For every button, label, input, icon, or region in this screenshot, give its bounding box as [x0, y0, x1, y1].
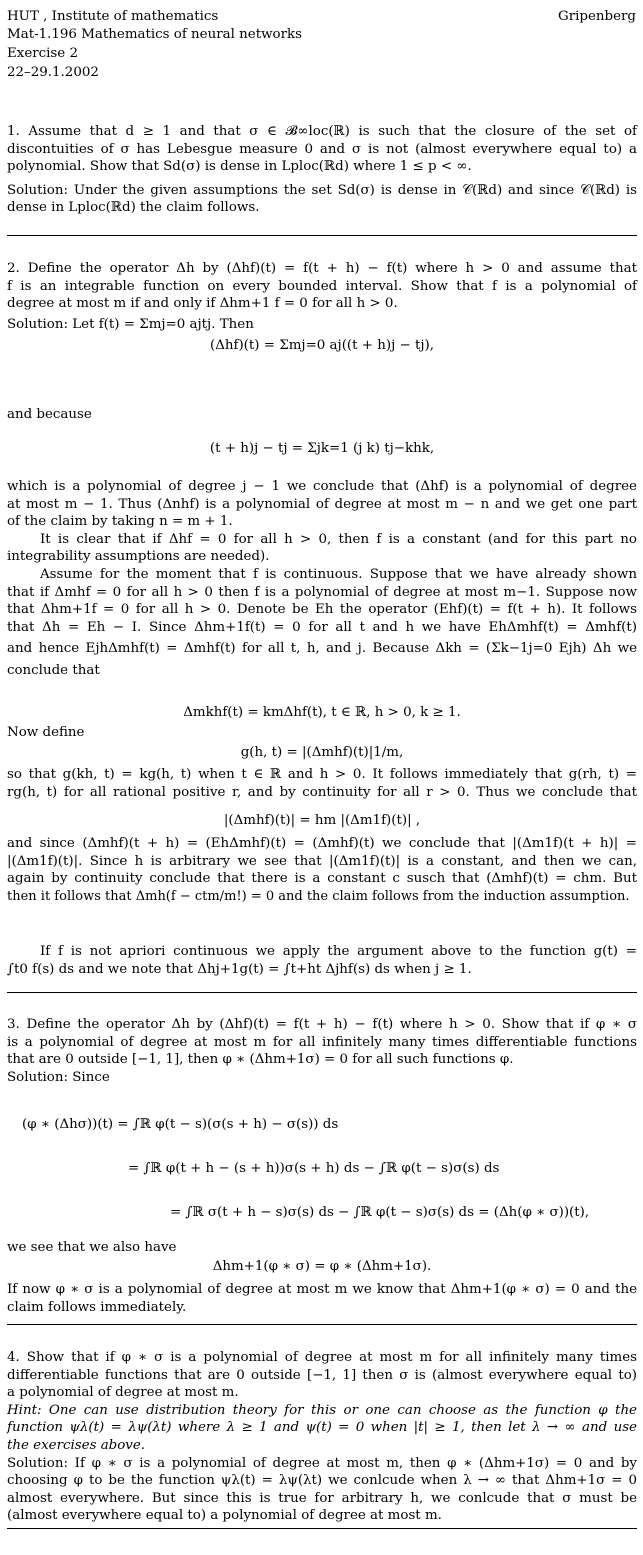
ex2-paragraph-b — [7, 478, 637, 680]
ex2-line: so that g(kh, t) = kg(h, t) when t ∈ ℝ and h > 0. It follows immediately that g(rh, t) = — [7, 767, 637, 782]
ex1-line: polynomial. Show that Sd(σ) is dense in Lploc(ℝd) where 1 ≤ p < ∞. — [7, 159, 472, 175]
ex3-paragraph-b — [7, 1281, 637, 1316]
ex4-line: 4. Show that if φ ∗ σ is a polynomial of degree at most m for all infinitely many times — [7, 1350, 637, 1365]
ex2-line: conclude that — [7, 662, 100, 678]
ex2-equation-4: g(h, t) = |(Δmhf)(t)|1/m, — [240, 745, 404, 760]
ex2-line: that Δhm+1f = 0 for all h > 0. Denote be Eh the operator (Ehf)(t) = f(t + h). It follows — [7, 602, 637, 618]
ex2-paragraph-e — [7, 943, 637, 978]
ex3-solution-line: Solution: Since — [7, 1069, 110, 1085]
divider — [7, 1324, 637, 1325]
ex2-line: integrability assumptions are needed). — [7, 549, 270, 565]
ex2-line: then it follows that Δmh(f − ctm/m!) = 0 and the claim follows from the induction assumption. — [7, 888, 630, 904]
header-course: Mat-1.196 Mathematics of neural networks — [7, 27, 302, 42]
ex2-line: and since (Δmhf)(t + h) = (EhΔmhf)(t) = (Δmhf)(t) we conclude that |(Δm1f)(t + h)| = — [7, 836, 637, 851]
ex3-equation-1: (φ ∗ (Δhσ))(t) = ∫ℝ φ(t − s)(σ(s + h) − σ(s)) ds — [22, 1117, 339, 1132]
divider — [7, 1528, 637, 1529]
ex2-line: 2. Define the operator Δh by (Δhf)(t) = f(t + h) − f(t) where h > 0 and assume that — [7, 261, 637, 276]
ex2-text: Now define — [7, 725, 85, 740]
ex4-line: a polynomial of degree at most m. — [7, 1385, 239, 1401]
ex2-line: and hence EjhΔmhf(t) = Δmhf(t) for all t, h, and j. Because Δkh = (Σk−1j=0 Ejh) Δh we — [7, 641, 637, 657]
ex2-equation-2: (t + h)j − tj = Σjk=1 (j k) tj−khk, — [209, 441, 435, 456]
ex4-hint-line: the exercises above. — [7, 1437, 146, 1453]
ex2-line: that Δh = Eh − I. Since Δhm+1f(t) = 0 for all t and h we have EhΔmhf(t) = Δmhf(t) — [7, 619, 637, 635]
ex4-solution-line: almost everywhere. But since this is true for arbitrary h, we conlcude that σ must be — [7, 1490, 637, 1506]
divider — [7, 235, 637, 236]
ex3-line: is a polynomial of degree at most m for all infinitely many times differentiable functions — [7, 1034, 637, 1050]
ex3-line: 3. Define the operator Δh by (Δhf)(t) = f(t + h) − f(t) where h > 0. Show that if φ ∗ σ — [7, 1017, 637, 1032]
ex1-solution-line: Solution: Under the given assumptions the set Sd(σ) is dense in 𝒞(ℝd) and since 𝒞(ℝd) is — [7, 182, 637, 198]
ex2-paragraph-d — [7, 835, 637, 905]
ex2-equation-1: (Δhf)(t) = Σmj=0 aj((t + h)j − tj), — [209, 338, 435, 353]
exercise-1 — [7, 123, 637, 217]
header-dates: 22–29.1.2002 — [7, 65, 99, 80]
ex1-line: discontuities of σ has Lebesgue measure 0 and σ is not (almost everywhere equal to) a — [7, 141, 637, 157]
ex2-line: rg(h, t) for all rational positive r, and by continuity for all r > 0. Thus we conclude that — [7, 784, 637, 800]
ex2-line: It is clear that if Δhf = 0 for all h > 0, then f is a constant (and for this part no — [40, 531, 637, 547]
ex2-line: again by continuity conclude that there is a constant c susch that (Δmhf)(t) = chm. But — [7, 871, 637, 887]
ex2-line: f is an integrable function on every bounded interval. Show that f is a polynomial of — [7, 278, 637, 294]
ex3-text: we see that we also have — [7, 1240, 177, 1255]
ex2-equation-3: Δmkhf(t) = kmΔhf(t), t ∈ ℝ, h > 0, k ≥ 1. — [183, 705, 461, 720]
ex4-hint-line: function ψλ(t) = λψ(λt) where λ ≥ 1 and ψ(t) = 0 when |t| ≥ 1, then let λ → ∞ and use — [7, 1420, 637, 1436]
ex2-solution-line: Solution: Let f(t) = Σmj=0 ajtj. Then — [7, 316, 254, 332]
exercise-3 — [7, 1016, 637, 1086]
ex4-line: differentiable functions that are 0 outside [−1, 1] then σ is (almost everywhere equal to) — [7, 1367, 637, 1383]
ex4-solution-line: choosing φ to be the function ψλ(t) = λψ(λt) we conlcude when λ → ∞ that Δhm+1σ = 0 — [7, 1473, 637, 1489]
exercise-4 — [7, 1349, 637, 1525]
ex1-line: 1. Assume that d ≥ 1 and that σ ∈ 𝓑∞loc(ℝ) is such that the closure of the set of — [7, 124, 637, 139]
ex4-solution-line: (almost everywhere equal to) a polynomial of degree at most m. — [7, 1508, 442, 1524]
ex2-line: degree at most m if and only if Δhm+1 f = 0 for all h > 0. — [7, 296, 398, 312]
header-author: Gripenberg — [558, 9, 636, 24]
ex2-line: Assume for the moment that f is continuous. Suppose that we have already shown — [40, 566, 637, 582]
ex3-equation-4: Δhm+1(φ ∗ σ) = φ ∗ (Δhm+1σ). — [212, 1259, 432, 1274]
ex2-line: If f is not apriori continuous we apply the argument above to the function g(t) = — [40, 944, 637, 959]
header-exercise: Exercise 2 — [7, 46, 79, 61]
ex4-solution-line: Solution: If φ ∗ σ is a polynomial of degree at most m, then φ ∗ (Δhm+1σ) = 0 and by — [7, 1455, 637, 1471]
ex3-line: that are 0 outside [−1, 1], then φ ∗ (Δhm+1σ) = 0 for all such functions φ. — [7, 1052, 514, 1068]
ex4-hint-line: Hint: One can use distribution theory for this or one can choose as the function φ the — [7, 1402, 637, 1418]
ex3-line: If now φ ∗ σ is a polynomial of degree at most m we know that Δhm+1(φ ∗ σ) = 0 and the — [7, 1282, 637, 1297]
ex3-equation-3: = ∫ℝ σ(t + h − s)σ(s) ds − ∫ℝ φ(t − s)σ(s) ds = (Δh(φ ∗ σ))(t), — [170, 1205, 590, 1220]
ex2-line: which is a polynomial of degree j − 1 we conclude that (Δhf) is a polynomial of degree — [7, 479, 637, 494]
divider — [7, 992, 637, 993]
ex3-line: claim follows immediately. — [7, 1299, 187, 1315]
ex2-line: of the claim by taking n = m + 1. — [7, 514, 233, 530]
ex2-text: and because — [7, 407, 92, 422]
ex3-equation-2: = ∫ℝ φ(t + h − (s + h))σ(s + h) ds − ∫ℝ φ(t − s)σ(s) ds — [128, 1161, 500, 1176]
ex2-line: at most m − 1. Thus (Δnhf) is a polynomial of degree at most m − n and we get one part — [7, 496, 637, 512]
ex2-paragraph-c — [7, 766, 637, 801]
header-institute: HUT , Institute of mathematics — [7, 9, 219, 24]
ex2-line: ∫t0 f(s) ds and we note that Δhj+1g(t) = ∫t+ht Δjhf(s) ds when j ≥ 1. — [7, 961, 472, 977]
ex2-line: |(Δm1f)(t)|. Since h is arbitrary we see that |(Δm1f)(t)| is a constant, and then we can, — [7, 853, 637, 869]
ex1-solution-line: dense in Lploc(ℝd) the claim follows. — [7, 200, 260, 216]
exercise-2 — [7, 260, 637, 333]
ex2-line: that if Δmhf = 0 for all h > 0 then f is a polynomial of degree at most m−1. Suppose now — [7, 584, 637, 600]
ex2-equation-5: |(Δmhf)(t)| = hm |(Δm1f)(t)| , — [223, 813, 421, 828]
